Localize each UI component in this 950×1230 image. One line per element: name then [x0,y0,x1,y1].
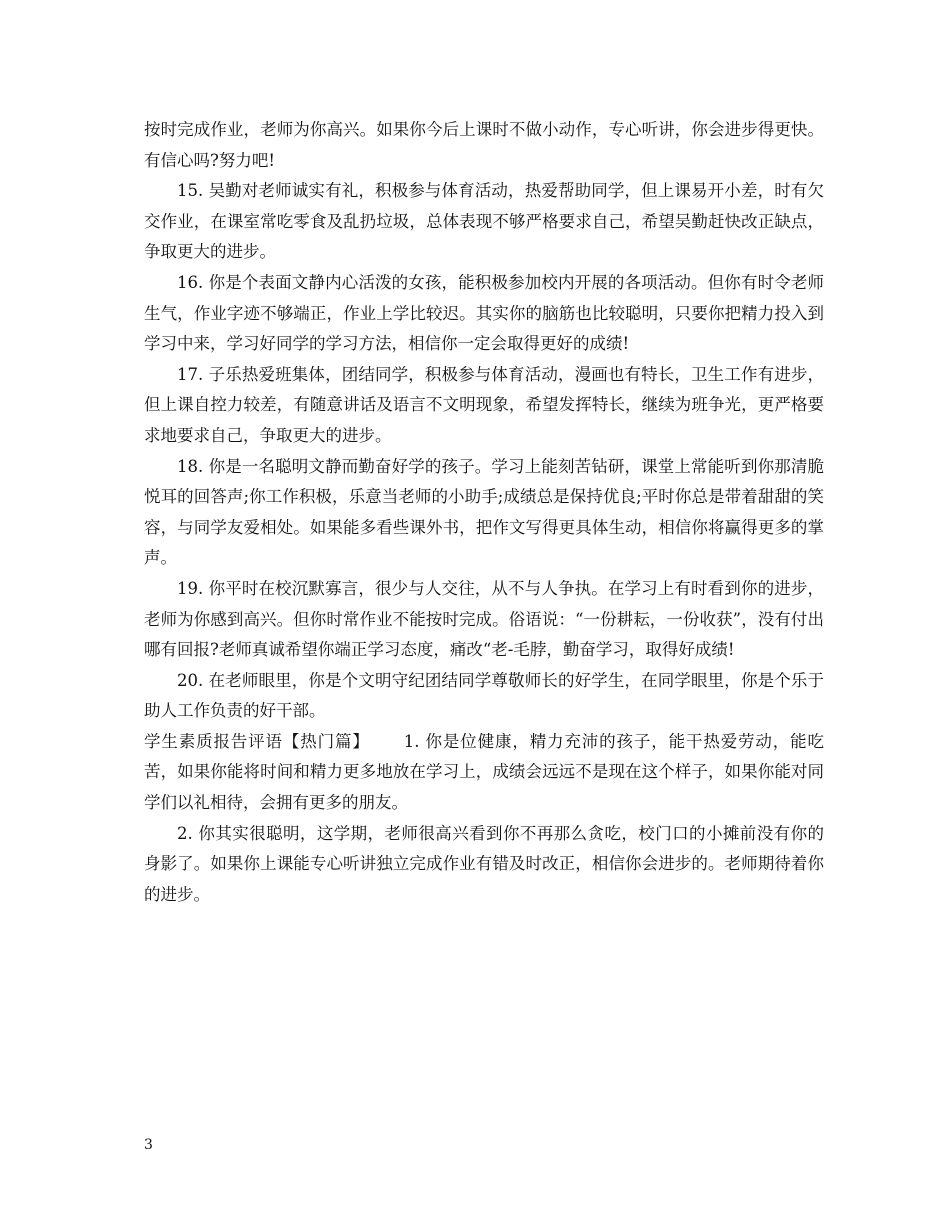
comment-17: 17. 子乐热爱班集体，团结同学，积极参与体育活动，漫画也有特长，卫生工作有进步，但上课自控力较差，有随意讲话及语言不文明现象，希望发挥特长，继续为班争光，更严格要求地要求自己，争取更大的进步。 [144,364,824,445]
comment-20: 20. 在老师眼里，你是个文明守纪团结同学尊敬师长的好学生，在同学眼里，你是个乐于助人工作负责的好干部。 [144,670,824,721]
section-first-comment: 1. 你是位健康，精力充沛的孩子，能干热爱劳动，能吃苦，如果你能将时间和精力更多地放在学习上，成绩会远远不是现在这个样子，如果你能对同学们以礼相待，会拥有更多的朋友。 [144,731,824,813]
section-heading-paragraph [144,727,824,819]
comment-19: 19. 你平时在校沉默寡言，很少与人交往，从不与人争执。在学习上有时看到你的进步，老师为你感到高兴。但你时常作业不能按时完成。俗语说：“一份耕耘，一份收获”，没有付出哪有回报?老师真诚希望你端正学习态度，痛改“老-毛脖，勤奋学习，取得好成绩! [144,578,824,660]
comment-2: 2. 你其实很聪明，这学期，老师很高兴看到你不再那么贪吃，校门口的小摊前没有你的身影了。如果你上课能专心听讲独立完成作业有错及时改正，相信你会进步的。老师期待着你的进步。 [144,823,824,904]
comment-16: 16. 你是个表面文静内心活泼的女孩，能积极参加校内开展的各项活动。但你有时令老师生气，作业字迹不够端正，作业上学比较迟。其实你的脑筋也比较聪明，只要你把精力投入到学习中来，学习好同学的学习方法，相信你一定会取得更好的成绩! [144,272,824,354]
page-number: 3 [144,1137,153,1153]
comment-15: 15. 吴勤对老师诚实有礼，积极参与体育活动，热爱帮助同学，但上课易开小差，时有欠交作业，在课室常吃零食及乱扔垃圾，总体表现不够严格要求自己，希望吴勤赶快改正缺点，争取更大的进步。 [144,181,824,262]
paragraph-continuation: 按时完成作业，老师为你高兴。如果你今后上课时不做小动作，专心听讲，你会进步得更快。有信心吗?努力吧! [144,120,824,170]
section-heading: 学生素质报告评语【热门篇】 [144,731,370,751]
comment-18: 18. 你是一名聪明文静而勤奋好学的孩子。学习上能刻苦钻研，课堂上常能听到你那清脆悦耳的回答声;你工作积极，乐意当老师的小助手;成绩总是保持优良;平时你总是带着甜甜的笑容，与同学友爱相处。如果能多看些课外书，把作文写得更具体生动，相信你将赢得更多的掌声。 [144,456,824,568]
document-body [144,115,824,910]
